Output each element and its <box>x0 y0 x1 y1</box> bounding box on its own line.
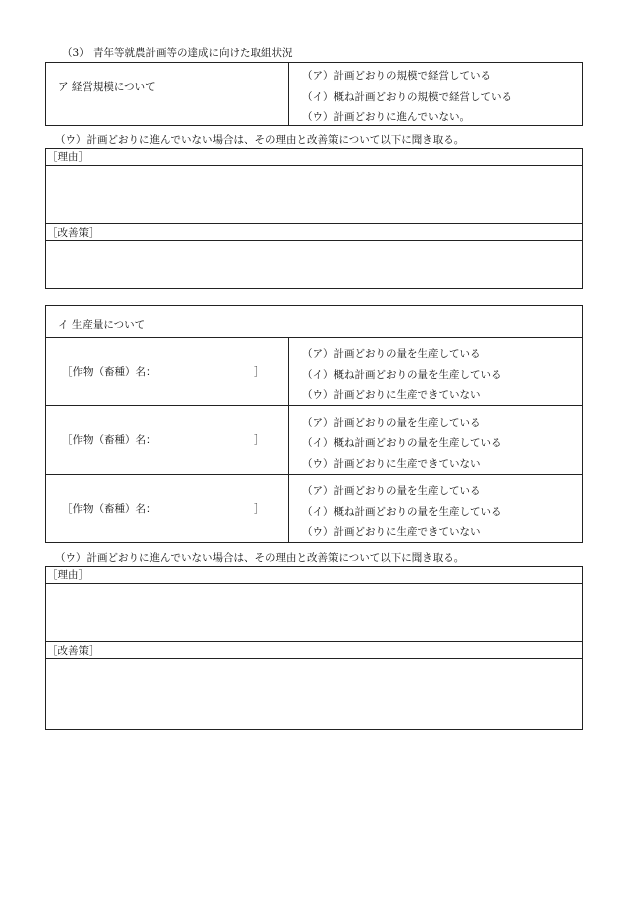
scale-option-b[interactable]: （イ）概ね計画どおりの規模で経営している <box>302 91 512 103</box>
note-1: （ウ）計画どおりに進んでいない場合は、その理由と改善策について以下に聞き取る。 <box>55 134 465 146</box>
improve-top-line-1 <box>45 223 583 224</box>
production-2-option-c[interactable]: （ウ）計画どおりに生産できていない <box>302 458 481 470</box>
crop-input-1[interactable] <box>160 362 252 380</box>
reason-input-1[interactable] <box>46 166 582 222</box>
section-heading: （3） 青年等就農計画等の達成に向けた取組状況 <box>62 47 293 59</box>
production-3-option-c[interactable]: （ウ）計画どおりに生産できていない <box>302 526 481 538</box>
crop-close-3: ］ <box>254 503 265 515</box>
production-2-option-a[interactable]: （ア）計画どおりの量を生産している <box>302 417 481 429</box>
improve-top-line-2 <box>45 641 583 642</box>
production-1-option-b[interactable]: （イ）概ね計画どおりの量を生産している <box>302 369 502 381</box>
improve-label-2: ［改善策］ <box>47 645 100 657</box>
improve-input-1[interactable] <box>46 241 582 288</box>
production-header-line <box>45 337 583 338</box>
production-label: イ 生産量について <box>58 319 146 331</box>
scale-option-c[interactable]: （ウ）計画どおりに進んでいない。 <box>302 111 470 123</box>
note-2: （ウ）計画どおりに進んでいない場合は、その理由と改善策について以下に聞き取る。 <box>55 552 465 564</box>
production-2-option-b[interactable]: （イ）概ね計画どおりの量を生産している <box>302 437 502 449</box>
improve-label-1: ［改善策］ <box>47 227 100 239</box>
crop-label-1: ［作物（畜種）名： <box>62 366 157 378</box>
improve-input-2[interactable] <box>46 659 582 729</box>
production-1-option-c[interactable]: （ウ）計画どおりに生産できていない <box>302 389 481 401</box>
production-1-option-a[interactable]: （ア）計画どおりの量を生産している <box>302 348 481 360</box>
crop-close-2: ］ <box>254 434 265 446</box>
crop-input-2[interactable] <box>160 430 252 448</box>
reason-label-2: ［理由］ <box>47 569 89 581</box>
reason-label-1: ［理由］ <box>47 151 89 163</box>
crop-label-3: ［作物（畜種）名： <box>62 503 157 515</box>
crop-label-2: ［作物（畜種）名： <box>62 434 157 446</box>
reason-input-2[interactable] <box>46 584 582 640</box>
crop-input-3[interactable] <box>160 499 252 517</box>
production-divider <box>288 337 289 543</box>
scale-table-divider <box>288 62 289 126</box>
scale-label: ア 経営規模について <box>58 81 156 93</box>
production-row-line-1 <box>45 405 583 406</box>
production-3-option-b[interactable]: （イ）概ね計画どおりの量を生産している <box>302 506 502 518</box>
crop-close-1: ］ <box>254 366 265 378</box>
production-3-option-a[interactable]: （ア）計画どおりの量を生産している <box>302 485 481 497</box>
scale-option-a[interactable]: （ア）計画どおりの規模で経営している <box>302 70 491 82</box>
production-row-line-2 <box>45 474 583 475</box>
